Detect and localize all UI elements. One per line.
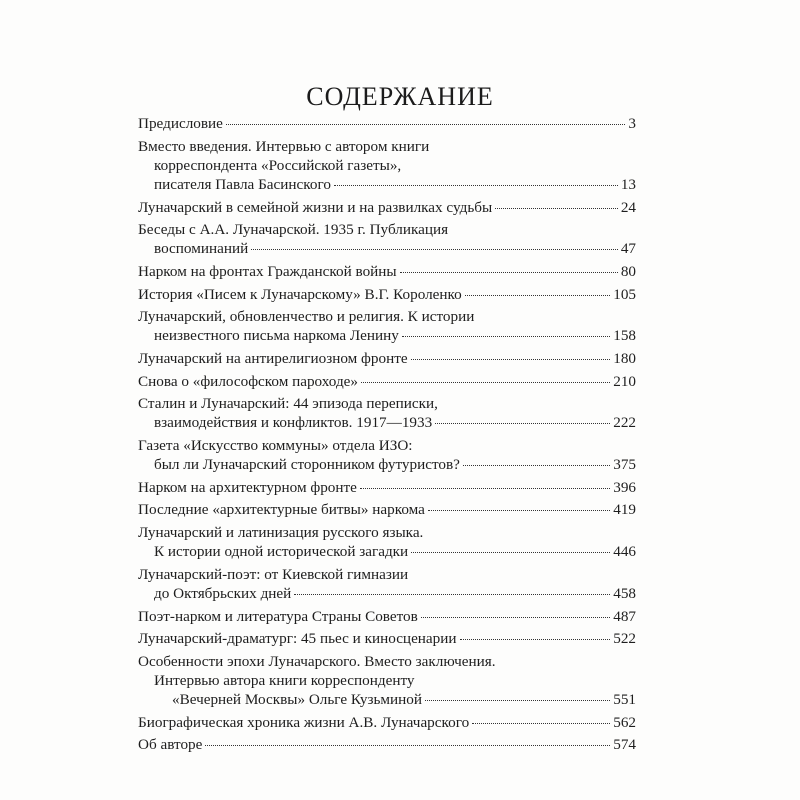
toc-entry: [138, 394, 636, 432]
dot-leader: [251, 249, 618, 250]
dot-leader: [205, 745, 610, 746]
toc-entry-title: Нарком на архитектурном фронте: [138, 478, 357, 496]
toc-entry-row: [138, 285, 636, 304]
dot-leader: [334, 185, 618, 186]
toc-entry: [138, 220, 636, 258]
dot-leader: [226, 124, 625, 125]
toc-entry-row: [138, 114, 636, 133]
dot-leader: [421, 617, 610, 618]
dot-leader: [411, 552, 610, 553]
toc-entry: [138, 713, 636, 732]
toc-page-number: 458: [613, 584, 636, 602]
toc-entry: [138, 652, 636, 710]
toc-entry: [138, 307, 636, 345]
toc-entry: [138, 262, 636, 281]
toc-page-number: 574: [613, 736, 636, 754]
toc-entry-title: неизвестного письма наркома Ленину: [154, 327, 399, 345]
toc-entry-row: [138, 542, 636, 561]
toc-entry-row: [138, 607, 636, 626]
toc-page-number: 80: [620, 262, 636, 280]
toc-entry: [138, 735, 636, 754]
dot-leader: [435, 423, 610, 424]
toc-entry-row: [138, 372, 636, 391]
toc-entry-row: [138, 735, 636, 754]
toc-entry-line: Газета «Искусство коммуны» отдела ИЗО:: [138, 436, 413, 454]
toc-entry-title: Луначарский-драматург: 45 пьес и киносценарии: [138, 630, 457, 648]
toc-entry: [138, 629, 636, 648]
toc-page-number: 47: [620, 240, 636, 258]
toc-page-number: 375: [613, 456, 636, 474]
toc-entry: [138, 607, 636, 626]
toc-entry: [138, 114, 636, 133]
toc-entry-row: [138, 262, 636, 281]
toc-entry-row: [138, 455, 636, 474]
toc-entry-title: Луначарский в семейной жизни и на развилках судьбы: [138, 198, 493, 216]
toc-entry: [138, 372, 636, 391]
toc-page-number: 180: [613, 349, 636, 367]
toc-page-number: 105: [613, 285, 636, 303]
toc-page-number: 487: [613, 607, 636, 625]
toc-entry-title: Об авторе: [138, 736, 203, 754]
dot-leader: [428, 510, 610, 511]
toc-entry: [138, 198, 636, 217]
page-title: СОДЕРЖАНИЕ: [306, 82, 494, 111]
toc-entry-title: Поэт-нарком и литература Страны Советов: [138, 607, 418, 625]
dot-leader: [402, 336, 610, 337]
toc-entry-row: [138, 500, 636, 519]
toc-entry-row: [138, 478, 636, 497]
toc-entry-title: История «Писем к Луначарскому» В.Г. Короленко: [138, 285, 462, 303]
toc-page-number: 222: [613, 414, 636, 432]
dot-leader: [411, 359, 611, 360]
toc-page-number: 522: [613, 630, 636, 648]
toc-entry-row: [138, 175, 636, 194]
toc-entry-title: Луначарский на антирелигиозном фронте: [138, 349, 408, 367]
toc-page-number: 158: [613, 327, 636, 345]
toc-entry-line: Луначарский, обновленчество и религия. К истории: [138, 308, 475, 326]
toc-entry-title: воспоминаний: [154, 240, 249, 258]
toc-entry-title: Нарком на фронтах Гражданской войны: [138, 262, 397, 280]
toc-entry-line: Сталин и Луначарский: 44 эпизода переписки,: [138, 395, 438, 413]
toc-page-number: 396: [613, 478, 636, 496]
dot-leader: [360, 488, 610, 489]
toc-entry-title: взаимодействия и конфликтов. 1917—1933: [154, 414, 433, 432]
dot-leader: [465, 295, 610, 296]
toc-entry-title: Последние «архитектурные битвы» наркома: [138, 501, 425, 519]
table-of-contents: [138, 114, 636, 758]
toc-entry-row: [138, 413, 636, 432]
dot-leader: [425, 700, 610, 701]
toc-entry-line: Вместо введения. Интервью с автором книги: [138, 137, 430, 155]
toc-entry-title: писателя Павла Басинского: [154, 176, 331, 193]
toc-entry: [138, 349, 636, 368]
toc-page-number: 419: [613, 501, 636, 519]
toc-entry-title: до Октябрьских дней: [154, 584, 292, 602]
toc-page-number: 551: [613, 691, 636, 709]
toc-entry: [138, 523, 636, 561]
toc-entry-title: К истории одной исторической загадки: [154, 543, 409, 561]
toc-entry-line: Беседы с А.А. Луначарской. 1935 г. Публикация: [138, 221, 449, 239]
toc-entry: [138, 500, 636, 519]
toc-entry-row: [138, 690, 636, 709]
dot-leader: [361, 382, 610, 383]
toc-entry-line: Луначарский и латинизация русского языка.: [138, 523, 424, 541]
toc-entry-title: Предисловие: [138, 115, 223, 132]
toc-entry-row: [138, 239, 636, 258]
dot-leader: [463, 465, 610, 466]
toc-entry: [138, 478, 636, 497]
toc-entry-title: Снова о «философском пароходе»: [138, 372, 359, 390]
dot-leader: [495, 208, 618, 209]
toc-entry-row: [138, 584, 636, 603]
toc-entry-row: [138, 713, 636, 732]
toc-entry-row: [138, 198, 636, 217]
toc-entry: [138, 137, 636, 195]
toc-entry-title: был ли Луначарский сторонником футуристов?: [154, 456, 460, 474]
toc-entry-line: Луначарский-поэт: от Киевской гимназии: [138, 565, 409, 583]
toc-entry-title: Биографическая хроника жизни А.В. Луначарского: [138, 713, 470, 731]
dot-leader: [460, 639, 611, 640]
toc-entry-line: корреспондента «Российской газеты»,: [154, 156, 402, 174]
toc-entry-row: [138, 629, 636, 648]
dot-leader: [400, 272, 618, 273]
toc-entry-line: Интервью автора книги корреспонденту: [154, 671, 415, 689]
dot-leader: [294, 594, 610, 595]
toc-page-number: 562: [613, 713, 636, 731]
toc-entry: [138, 285, 636, 304]
toc-entry: [138, 565, 636, 603]
dot-leader: [472, 723, 610, 724]
toc-page-number: 446: [613, 543, 636, 561]
toc-entry-title: «Вечерней Москвы» Ольге Кузьминой: [172, 691, 422, 709]
toc-entry-row: [138, 349, 636, 368]
toc-entry-row: [138, 326, 636, 345]
toc-entry: [138, 436, 636, 474]
toc-page-number: 13: [620, 176, 636, 193]
toc-page-number: 3: [628, 115, 636, 132]
toc-page-number: 210: [613, 372, 636, 390]
toc-entry-line: Особенности эпохи Луначарского. Вместо заключения.: [138, 652, 496, 670]
toc-page-number: 24: [620, 198, 636, 216]
